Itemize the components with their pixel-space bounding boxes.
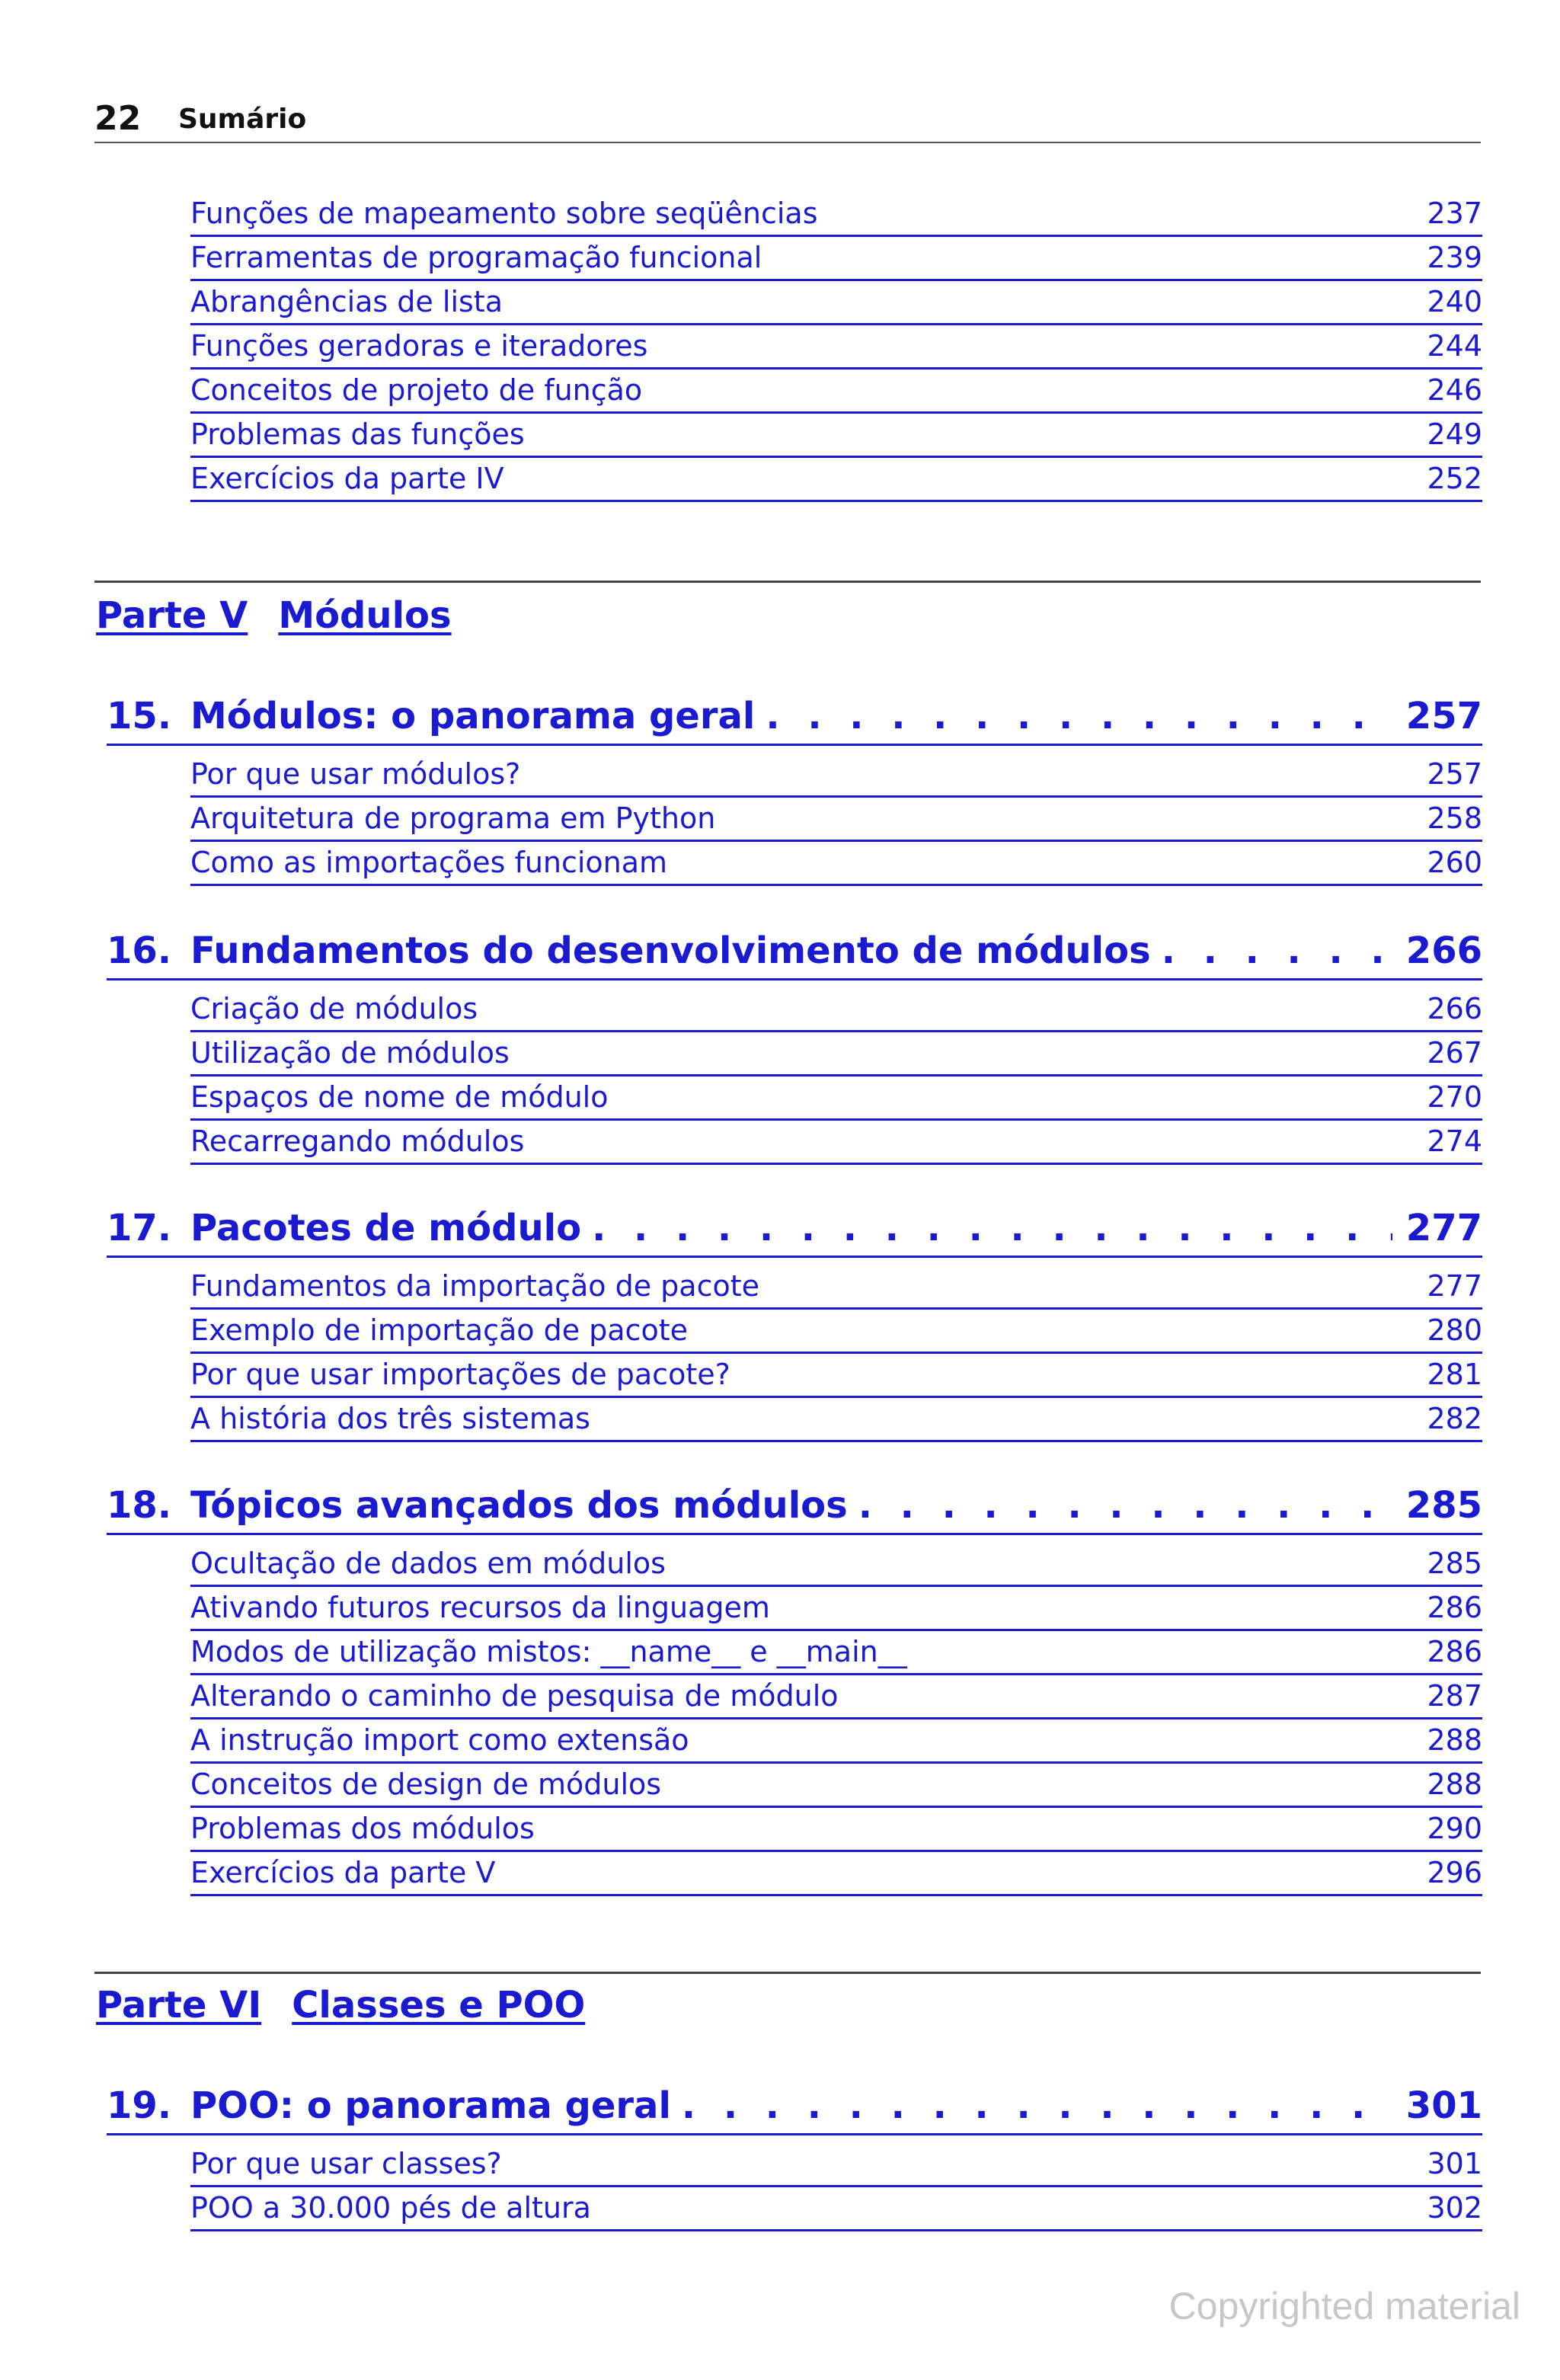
toc-entry-page: 252: [1427, 462, 1482, 495]
part-name: Módulos: [278, 594, 452, 637]
toc-entry-page: 280: [1427, 1313, 1482, 1347]
toc-entry[interactable]: [190, 1307, 1482, 1354]
toc-entry-page: 302: [1427, 2191, 1482, 2225]
chapter-number: 15.: [107, 695, 172, 737]
toc-entry-page: 282: [1427, 1402, 1482, 1435]
chapter-title: Fundamentos do desenvolvimento de módulos: [190, 929, 1151, 972]
part-heading[interactable]: [96, 1984, 585, 2027]
leader-dots: [682, 2084, 1392, 2127]
chapter-title: Tópicos avançados dos módulos: [190, 1484, 848, 1527]
toc-entry-page: 244: [1427, 329, 1482, 363]
toc-entry[interactable]: [190, 986, 1482, 1032]
chapter-number: 18.: [107, 1484, 172, 1527]
toc-entry-page: 274: [1427, 1124, 1482, 1158]
toc-entry-title: Problemas das funções: [190, 417, 525, 451]
toc-entry-page: 240: [1427, 285, 1482, 318]
chapter-title: POO: o panorama geral: [190, 2084, 671, 2127]
chapter-number: 19.: [107, 2084, 172, 2127]
chapter-page: 301: [1405, 2084, 1482, 2127]
toc-entry-page: 301: [1427, 2147, 1482, 2180]
chapter-number: 17.: [107, 1207, 172, 1249]
toc-entry-page: 286: [1427, 1591, 1482, 1624]
toc-entry[interactable]: [190, 1761, 1482, 1808]
toc-entry[interactable]: [190, 1263, 1482, 1310]
toc-entry-page: 287: [1427, 1679, 1482, 1713]
toc-entry[interactable]: [190, 1030, 1482, 1076]
toc-entry-title: Por que usar classes?: [190, 2147, 502, 2180]
leader-dots: [592, 1207, 1392, 1249]
toc-entry-page: 257: [1427, 757, 1482, 791]
toc-entry-title: Exercícios da parte V: [190, 1856, 496, 1889]
leader-dots: [858, 1484, 1392, 1527]
toc-entry-page: 239: [1427, 241, 1482, 274]
toc-entry[interactable]: [190, 323, 1482, 369]
chapter-page: 257: [1405, 695, 1482, 737]
toc-entry[interactable]: [190, 1806, 1482, 1852]
toc-entry-title: Exemplo de importação de pacote: [190, 1313, 688, 1347]
toc-entry-title: Funções de mapeamento sobre seqüências: [190, 197, 818, 230]
toc-entry[interactable]: [190, 411, 1482, 458]
copyright-watermark: Copyrighted material: [1168, 2285, 1520, 2327]
toc-entry-title: Fundamentos da importação de pacote: [190, 1269, 760, 1303]
toc-entry-page: 286: [1427, 1635, 1482, 1668]
toc-entry[interactable]: [190, 1396, 1482, 1442]
toc-entry-page: 296: [1427, 1856, 1482, 1889]
toc-entry-page: 288: [1427, 1767, 1482, 1801]
toc-entry-page: 266: [1427, 992, 1482, 1025]
toc-entry-page: 270: [1427, 1080, 1482, 1114]
toc-entry-title: Exercícios da parte IV: [190, 462, 504, 495]
chapter-heading[interactable]: [107, 1198, 1482, 1258]
toc-entry-title: Por que usar importações de pacote?: [190, 1358, 730, 1391]
toc-entry-title: Arquitetura de programa em Python: [190, 801, 716, 835]
toc-entry-title: Abrangências de lista: [190, 285, 503, 318]
part-label: Parte V: [96, 594, 248, 637]
toc-entry[interactable]: [190, 2141, 1482, 2187]
toc-entry[interactable]: [190, 2185, 1482, 2231]
toc-entry-page: 277: [1427, 1269, 1482, 1303]
toc-entry[interactable]: [190, 1118, 1482, 1165]
toc-entry-page: 288: [1427, 1723, 1482, 1757]
toc-entry-page: 290: [1427, 1812, 1482, 1845]
chapter-heading[interactable]: [107, 686, 1482, 746]
toc-entry-title: Espaços de nome de módulo: [190, 1080, 609, 1114]
toc-entry-title: Por que usar módulos?: [190, 757, 521, 791]
toc-entry[interactable]: [190, 235, 1482, 281]
chapter-number: 16.: [107, 929, 172, 972]
toc-entry-title: Conceitos de design de módulos: [190, 1767, 662, 1801]
toc-entry[interactable]: [190, 279, 1482, 325]
toc-entry-page: 249: [1427, 417, 1482, 451]
toc-entry-title: Utilização de módulos: [190, 1036, 510, 1070]
chapter-title: Pacotes de módulo: [190, 1207, 582, 1249]
chapter-page: 277: [1405, 1207, 1482, 1249]
toc-entry-title: POO a 30.000 pés de altura: [190, 2191, 591, 2225]
toc-entry[interactable]: [190, 751, 1482, 798]
toc-entry-title: Criação de módulos: [190, 992, 478, 1025]
toc-entry-page: 285: [1427, 1547, 1482, 1580]
toc-entry[interactable]: [190, 1352, 1482, 1398]
chapter-page: 266: [1405, 929, 1482, 972]
leader-dots: [766, 695, 1392, 737]
toc-entry[interactable]: [190, 1717, 1482, 1764]
toc-entry-title: A história dos três sistemas: [190, 1402, 590, 1435]
toc-entry[interactable]: [190, 1850, 1482, 1896]
chapter-heading[interactable]: [107, 1475, 1482, 1535]
running-head-title: Sumário: [178, 104, 307, 135]
toc-entry-page: 260: [1427, 846, 1482, 879]
toc-entry-page: 246: [1427, 373, 1482, 407]
chapter-title: Módulos: o panorama geral: [190, 695, 756, 737]
page-number: 22: [94, 99, 142, 138]
toc-entry[interactable]: [190, 367, 1482, 414]
toc-entry-title: Alterando o caminho de pesquisa de módulo: [190, 1679, 839, 1713]
chapter-heading[interactable]: [107, 920, 1482, 980]
toc-entry-page: 267: [1427, 1036, 1482, 1070]
toc-entry[interactable]: [190, 1540, 1482, 1587]
chapter-page: 285: [1405, 1484, 1482, 1527]
leader-dots: [1162, 929, 1392, 972]
toc-entry-title: A instrução import como extensão: [190, 1723, 689, 1757]
part-divider: [94, 1972, 1481, 1974]
toc-entry-title: Recarregando módulos: [190, 1124, 525, 1158]
toc-entry-title: Funções geradoras e iteradores: [190, 329, 648, 363]
toc-entry-title: Ocultação de dados em módulos: [190, 1547, 666, 1580]
toc-entry[interactable]: [190, 1585, 1482, 1631]
toc-entry-title: Ativando futuros recursos da linguagem: [190, 1591, 770, 1624]
toc-entry-title: Problemas dos módulos: [190, 1812, 535, 1845]
toc-entry-page: 258: [1427, 801, 1482, 835]
toc-entry[interactable]: [190, 1673, 1482, 1719]
toc-entry-page: 281: [1427, 1358, 1482, 1391]
part-name: Classes e POO: [292, 1984, 586, 2027]
chapter-heading[interactable]: [107, 2075, 1482, 2135]
toc-entry-title: Como as importações funcionam: [190, 846, 668, 879]
toc-entry[interactable]: [190, 795, 1482, 842]
toc-entry-page: 237: [1427, 197, 1482, 230]
toc-entry[interactable]: [190, 456, 1482, 502]
toc-entry-title: Ferramentas de programação funcional: [190, 241, 762, 274]
toc-entry[interactable]: [190, 1629, 1482, 1675]
toc-entry[interactable]: [190, 1074, 1482, 1121]
part-label: Parte VI: [96, 1984, 262, 2027]
toc-entry[interactable]: [190, 840, 1482, 886]
toc-entry-title: Conceitos de projeto de função: [190, 373, 643, 407]
toc-entry[interactable]: [190, 190, 1482, 237]
part-heading[interactable]: [96, 594, 452, 637]
toc-entry-title: Modos de utilização mistos: __name__ e __main__: [190, 1635, 907, 1668]
running-head: [94, 96, 1481, 143]
part-divider: [94, 581, 1481, 583]
